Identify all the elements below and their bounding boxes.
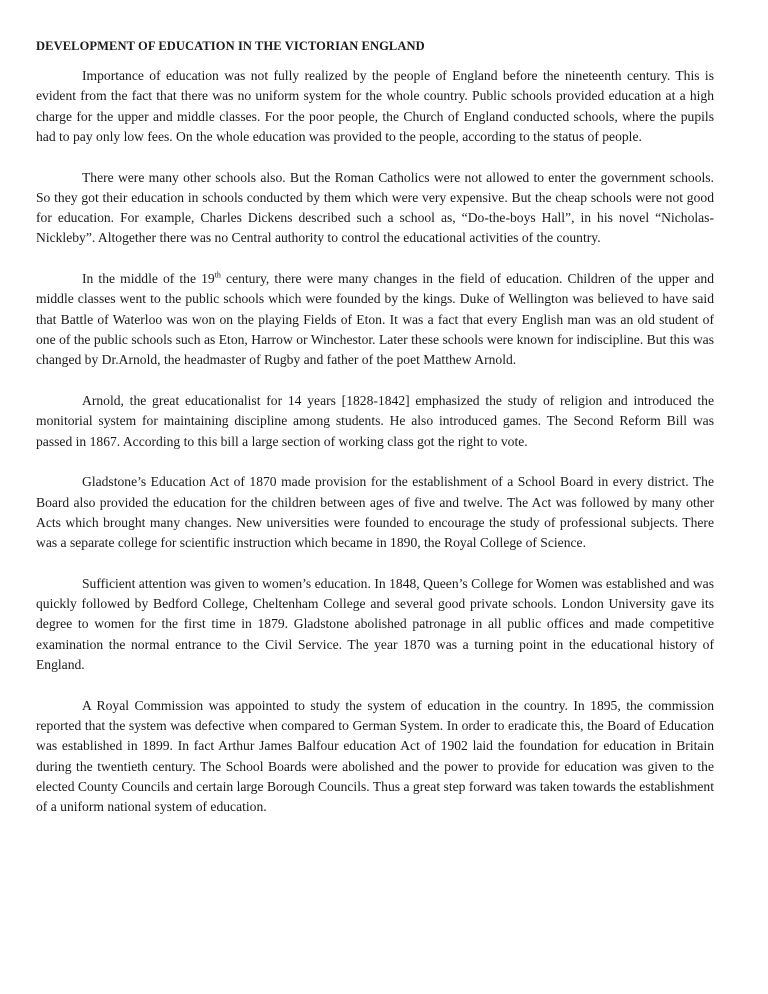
paragraph-2: There were many other schools also. But the Roman Catholics were not allowed to enter the government schools. So they got their education in schools conducted by them which were very expensive. But the cheap schools were not good for education. For example, Charles Dickens described such a school as, “Do-the-boys Hall”, in his novel “Nicholas-Nickleby”. Altogether there was no Central authority to control the educational activities of the country. <box>36 169 714 246</box>
paragraph-3-start: In the middle of the 19 <box>82 271 215 287</box>
paragraph-3 <box>36 269 714 370</box>
ordinal-superscript: th <box>214 270 221 280</box>
paragraph-6: Sufficient attention was given to women’s education. In 1848, Queen’s College for Women was established and was quickly followed by Bedford College, Cheltenham College and several good private schools. London University gave its degree to women for the first time in 1879. Gladstone abolished patronage in all public offices and made competitive examination the normal entrance to the Civil Service. The year 1870 was a turning point in the educational history of England. <box>36 575 714 673</box>
document-page <box>36 36 714 838</box>
paragraph-1: Importance of education was not fully realized by the people of England before the nineteenth century. This is evident from the fact that there was no uniform system for the whole country. Public schools provided education at a high charge for the upper and middle classes. For the poor people, the Church of England conducted schools, where the pupils had to pay only low fees. On the whole education was provided to the people, according to the status of people. <box>36 68 714 144</box>
paragraph-5: Gladstone’s Education Act of 1870 made provision for the establishment of a School Board in every district. The Board also provided the education for the children between ages of five and twelve. The Act was followed by many other Acts which brought many changes. New universities were founded to encourage the study of professional subjects. There was a separate college for scientific instruction which became in 1890, the Royal College of Science. <box>36 474 714 551</box>
paragraph-7: A Royal Commission was appointed to study the system of education in the country. In 1895, the commission reported that the system was defective when compared to German System. In order to eradicate this, the Board of Education was established in 1899. In fact Arthur James Balfour education Act of 1902 laid the foundation for education in Britain during the twentieth century. The School Boards were abolished and the power to provide for education was given to the elected County Councils and certain large Borough Councils. Thus a great step forward was taken towards the establishment of a uniform national system of education. <box>36 697 714 815</box>
page-title: DEVELOPMENT OF EDUCATION IN THE VICTORIAN ENGLAND <box>36 39 425 53</box>
paragraph-4: Arnold, the great educationalist for 14 years [1828-1842] emphasized the study of religion and introduced the monitorial system for maintaining discipline among students. He also introduced games. The Second Reform Bill was passed in 1867. According to this bill a large section of working class got the right to vote. <box>36 393 714 449</box>
paragraph-3-rest: century, there were many changes in the field of education. Children of the upper and middle classes went to the public schools which were founded by the kings. Duke of Wellington was believed to have said that Battle of Waterloo was won on the playing Fields of Eton. It was a fact that every English man was an old student of one of the public schools such as Eton, Harrow or Winchestor. Later these schools were known for indiscipline. But this was changed by Dr.Arnold, the headmaster of Rugby and father of the poet Matthew Arnold. <box>36 271 714 368</box>
